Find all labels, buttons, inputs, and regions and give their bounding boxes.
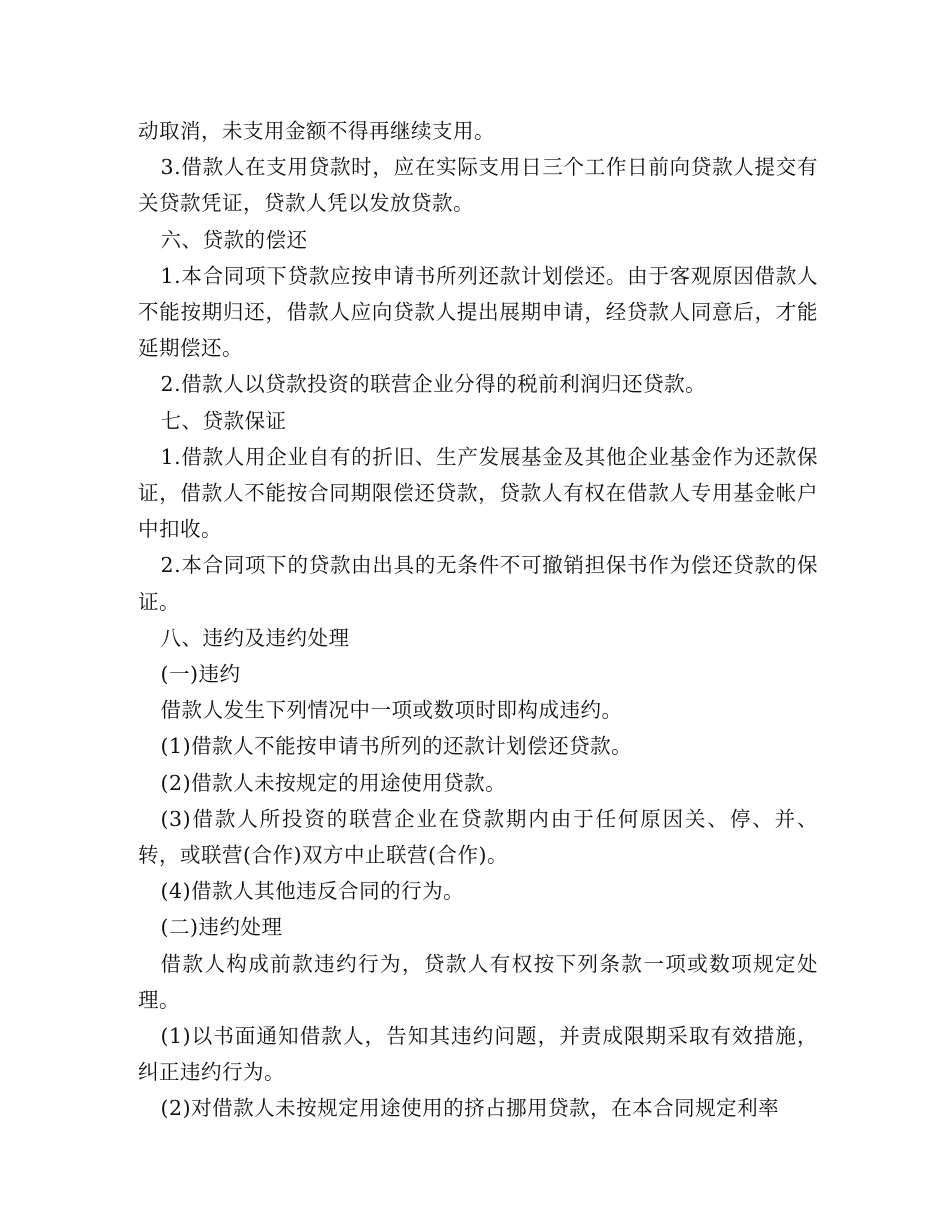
paragraph: 1.借款人用企业自有的折旧、生产发展基金及其他企业基金作为还款保证，借款人不能按合同期限偿还贷款，贷款人有权在借款人专用基金帐户中扣收。 (138, 444, 818, 542)
list-item: (1)借款人不能按申请书所列的还款计划偿还贷款。 (160, 734, 633, 759)
document-body (138, 113, 818, 1127)
section-heading: 七、贷款保证 (160, 408, 287, 433)
paragraph: 借款人发生下列情况中一项或数项时即构成违约。 (160, 698, 623, 723)
paragraph: 3.借款人在支用贷款时，应在实际支用日三个工作日前向贷款人提交有关贷款凭证，贷款人凭以发放贷款。 (138, 155, 818, 216)
list-item: (1)以书面通知借款人，告知其违约问题，并责成限期采取有效措施，纠正违约行为。 (138, 1024, 818, 1085)
paragraph: 1.本合同项下贷款应按申请书所列还款计划偿还。由于客观原因借款人不能按期归还，借款人应向贷款人提出展期申请，经贷款人同意后，才能延期偿还。 (138, 263, 818, 361)
paragraph: 借款人构成前款违约行为，贷款人有权按下列条款一项或数项规定处理。 (138, 951, 818, 1012)
list-item: (3)借款人所投资的联营企业在贷款期内由于任何原因关、停、并、转，或联营(合作)双方中止联营(合作)。 (138, 806, 818, 868)
paragraph: 2.借款人以贷款投资的联营企业分得的税前利润归还贷款。 (160, 372, 707, 397)
list-item: (2)借款人未按规定的用途使用贷款。 (160, 770, 507, 795)
paragraph: 动取消，未支用金额不得再继续支用。 (138, 119, 495, 143)
section-heading: 八、违约及违约处理 (160, 625, 350, 650)
list-item: (2)对借款人未按规定用途使用的挤占挪用贷款，在本合同规定利率 (160, 1096, 780, 1121)
subsection-heading: (二)违约处理 (160, 915, 283, 940)
paragraph: 2.本合同项下的贷款由出具的无条件不可撤销担保书作为偿还贷款的保证。 (138, 553, 818, 614)
section-heading: 六、贷款的偿还 (160, 227, 308, 252)
list-item: (4)借款人其他违反合同的行为。 (160, 879, 465, 904)
subsection-heading: (一)违约 (160, 662, 241, 687)
